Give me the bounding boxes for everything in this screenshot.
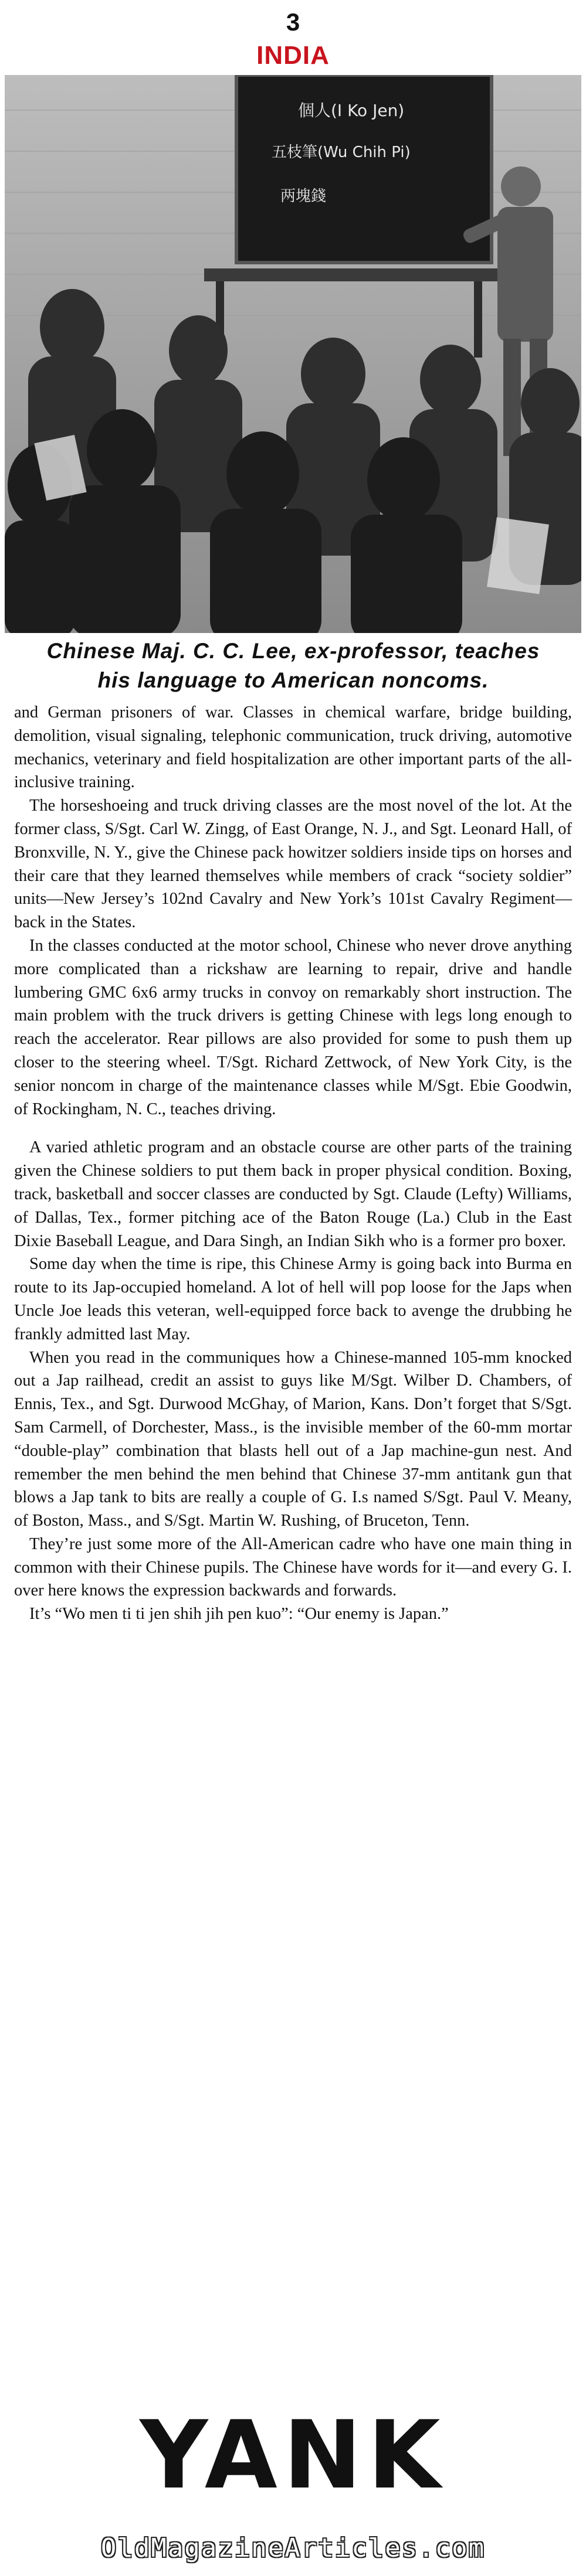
site-watermark: OldMagazineArticles.com: [100, 2533, 486, 2563]
photo-caption: [12, 637, 575, 695]
blackboard-line-1: 個人(I Ko Jen): [298, 101, 405, 120]
blackboard-line-3: 两塊錢: [280, 188, 327, 205]
article-paragraph: A varied athletic program and an obstacle course are other parts of the training given the Chinese soldiers to put them back in proper physical condition. Boxing, track, basketball and soccer classes are conducted by Sgt. Claude (Lefty) Williams, of Dallas, Tex., former pitching ace of the Baton Rouge (La.) Club in the East Dixie Baseball League, and Dara Singh, an Indian Sikh who is a former pro boxer.: [14, 1138, 572, 1250]
article-paragraph: They’re just some more of the All-American cadre who have one main thing in common with their Chinese pupils. The Chinese have words for it—and every G. I. over here knows the expression backwards and forwards.: [14, 1534, 572, 1600]
yank-masthead-logo: YANK: [140, 2400, 446, 2510]
article-paragraph: It’s “Wo men ti ti jen shih jih pen kuo”: “Our enemy is Japan.”: [29, 1605, 449, 1624]
blackboard: [236, 75, 492, 263]
article-paragraph: In the classes conducted at the motor school, Chinese who never drove anything more complicated than a rickshaw are learning to repair, drive and handle lumbering GMC 6x6 army trucks in convoy on remarkably short instruction. The main problem with the truck drivers is getting Chinese with legs long enough to reach the accelerator. Rear pillows are also provided for some to push them up closer to the steering wheel. T/Sgt. Richard Zettwock, of New York City, is the senior noncom in charge of the maintenance classes while M/Sgt. Ebie Goodwin, of Rockingham, N. C., teaches driving.: [14, 936, 572, 1118]
article-body: [14, 701, 572, 1626]
section-title: INDIA: [256, 41, 330, 70]
page-number: 3: [286, 8, 300, 36]
classroom-photo: [5, 75, 581, 633]
caption-line-1: Chinese Maj. C. C. Lee, ex-professor, teaches: [46, 639, 540, 663]
article-paragraph: When you read in the communiques how a Chinese-manned 105-mm knocked out a Jap railhead, credit an assist to guys like M/Sgt. Wilber D. Chambers, of Ennis, Tex., and Sgt. Durwood McGhay, of Marion, Kans. Don’t forget that S/Sgt. Sam Carmell, of Dorchester, Mass., is the invisible member of the 60-mm mortar “double-play” combination that blasts hell out of a Jap machine-gun nest. And remember the men behind the men behind that Chinese 37-mm antitank gun that blows a Jap tank to bits are really a couple of G. I.s named S/Sgt. Paul V. Meany, of Boston, Mass., and S/Sgt. Martin W. Rushing, of Bruceton, Tenn.: [14, 1348, 572, 1530]
article-paragraph: and German prisoners of war. Classes in chemical warfare, bridge building, demolition, visual signaling, telephonic communication, truck driving, automotive mechanics, veterinary and field hospitalization are other important parts of the all-inclusive training.: [14, 703, 572, 792]
article-paragraph: Some day when the time is ripe, this Chinese Army is going back into Burma en route to its Jap-occupied homeland. A lot of hell will pop loose for the Japs when Uncle Joe leads this veteran, well-equipped force back to avenge the drubbing he frankly admitted last May.: [14, 1255, 572, 1343]
blackboard-line-2: 五枝筆(Wu Chih Pi): [272, 144, 411, 161]
article-paragraph: The horseshoeing and truck driving classes are the most novel of the lot. At the former class, S/Sgt. Carl W. Zingg, of East Orange, N. J., and Sgt. Leonard Hall, of Bronxville, N. Y., give the Chinese pack howitzer soldiers inside tips on horses and their care that they learned themselves while members of crack “society soldier” units—New Jersey’s 102nd Cavalry and New York’s 101st Cavalry Regiment—back in the States.: [14, 797, 572, 932]
caption-line-2: his language to American noncoms.: [97, 668, 489, 692]
